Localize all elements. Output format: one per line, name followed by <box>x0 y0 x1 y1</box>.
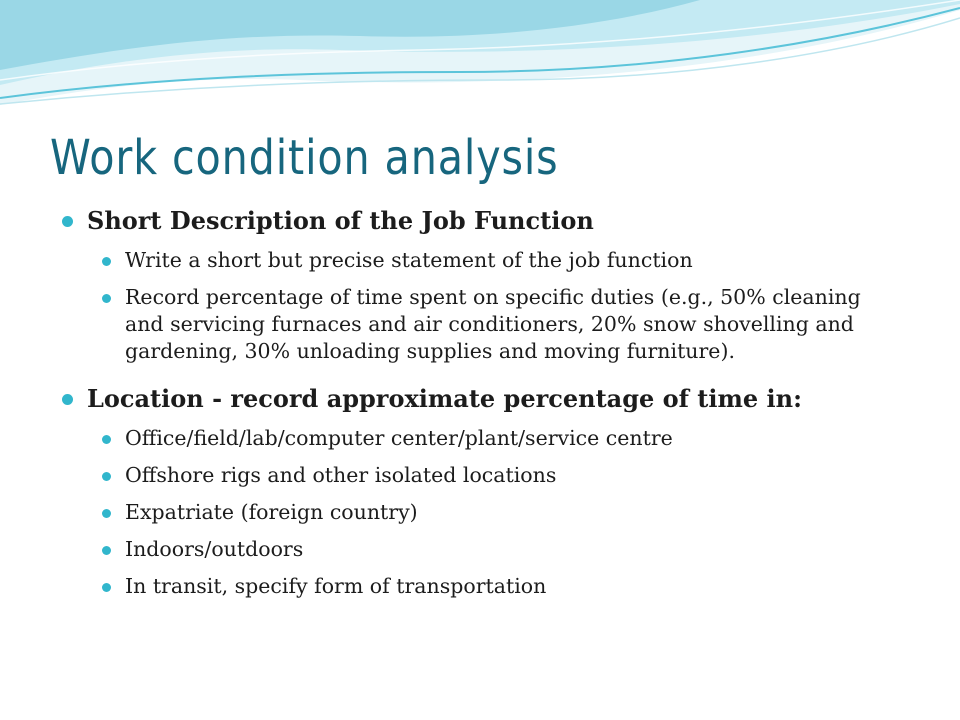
sub-bullet-item <box>102 425 912 452</box>
sub-bullet-dot <box>102 435 111 444</box>
sub-bullet-item <box>102 247 912 274</box>
sub-bullet-text: Write a short but precise statement of the job function <box>125 248 693 272</box>
bullet-heading <box>62 381 912 417</box>
sub-bullet-list <box>102 247 912 365</box>
sub-bullet-text: In transit, specify form of transportation <box>125 574 547 598</box>
sub-bullet-text: Indoors/outdoors <box>125 537 304 561</box>
slide-body <box>62 203 912 610</box>
section-heading: Location - record approximate percentage of time in: <box>87 384 802 413</box>
sub-bullet-item <box>102 284 912 365</box>
slide-title: Work condition analysis <box>50 130 559 186</box>
sub-bullet-text: Record percentage of time spent on specific duties (e.g., 50% cleaning and servicing furnaces and air conditioners, 20% snow shovelling and gardening, 30% unloading supplies and moving furniture). <box>125 285 861 363</box>
sub-bullet-dot <box>102 546 111 555</box>
decorative-wave-header <box>0 0 960 120</box>
sub-bullet-item <box>102 462 912 489</box>
sub-bullet-dot <box>102 257 111 266</box>
sub-bullet-text: Expatriate (foreign country) <box>125 500 418 524</box>
sub-bullet-dot <box>102 294 111 303</box>
sub-bullet-text: Offshore rigs and other isolated locations <box>125 463 557 487</box>
sub-bullet-dot <box>102 509 111 518</box>
sub-bullet-dot <box>102 472 111 481</box>
section-heading: Short Description of the Job Function <box>87 206 594 235</box>
bullet-dot <box>62 394 73 405</box>
sub-bullet-list <box>102 425 912 600</box>
section-job-function <box>62 203 912 365</box>
sub-bullet-item <box>102 573 912 600</box>
sub-bullet-text: Office/field/lab/computer center/plant/service centre <box>125 426 673 450</box>
bullet-dot <box>62 216 73 227</box>
section-location <box>62 381 912 600</box>
sub-bullet-item <box>102 536 912 563</box>
sub-bullet-item <box>102 499 912 526</box>
bullet-heading <box>62 203 912 239</box>
sub-bullet-dot <box>102 583 111 592</box>
